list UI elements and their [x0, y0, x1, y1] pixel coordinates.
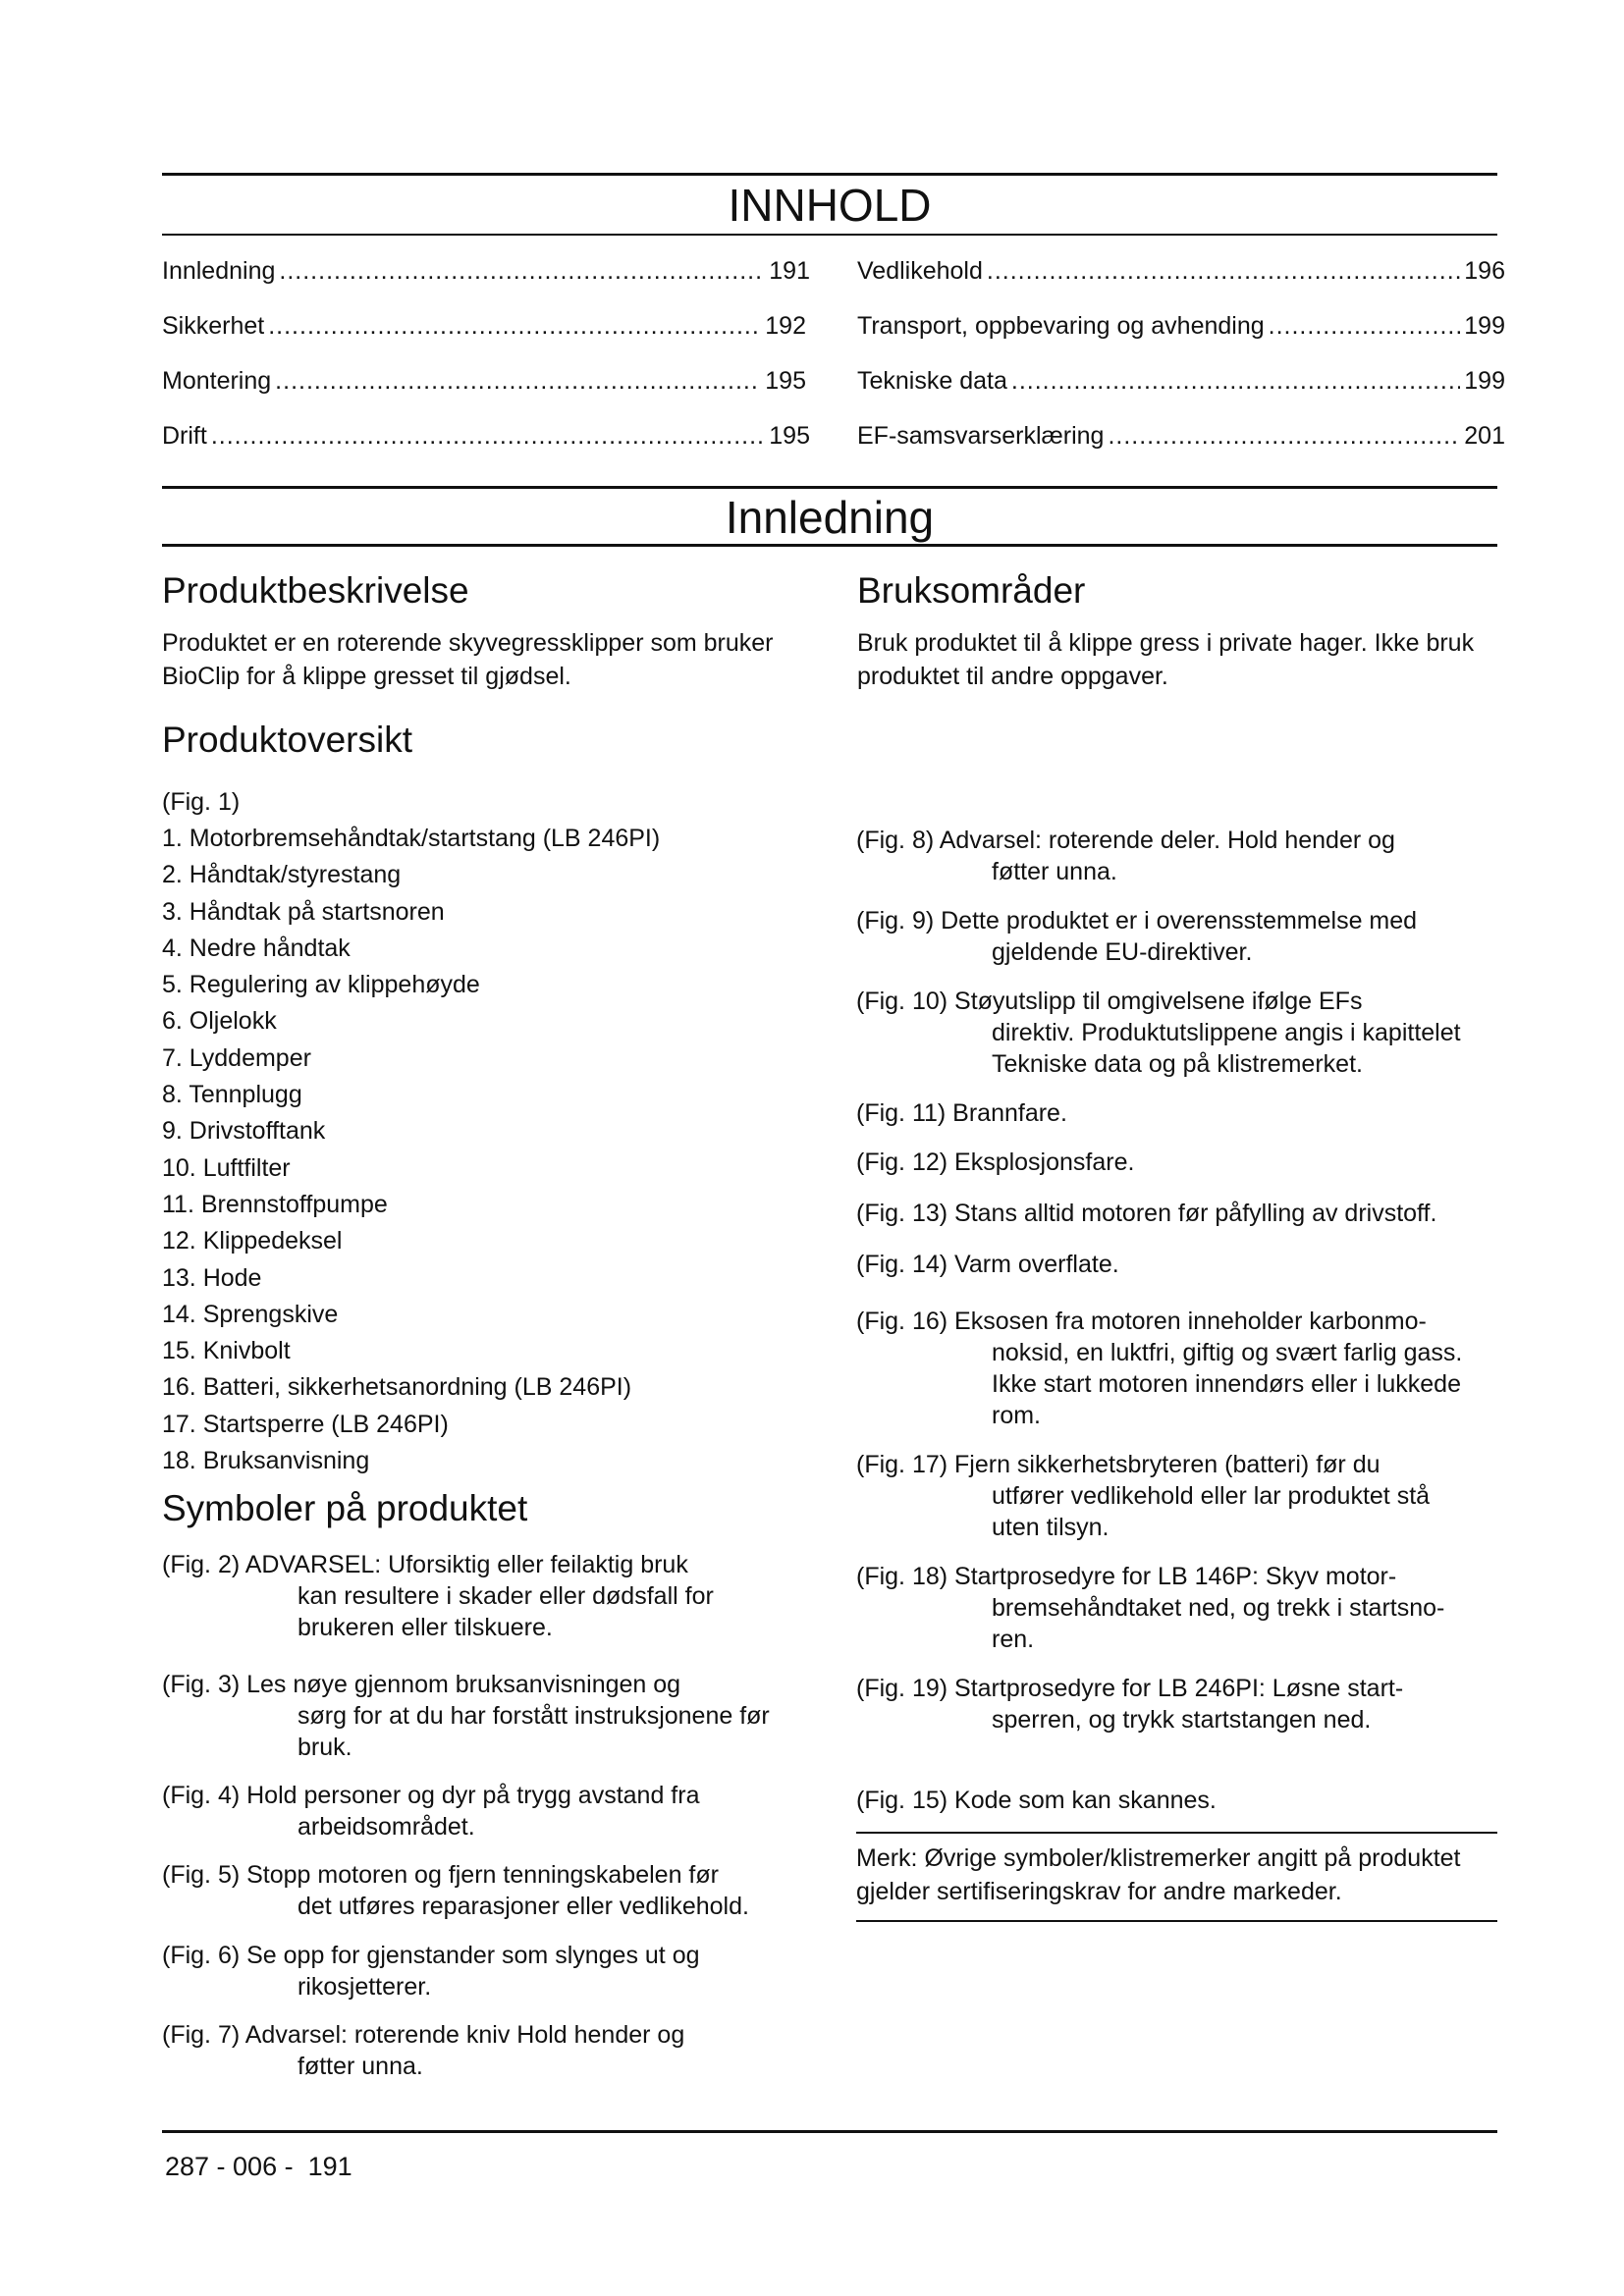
list-item: 13. Hode — [162, 1263, 262, 1292]
symbol-entry: (Fig. 8) Advarsel: roterende deler. Hold hender og føtter unna. — [856, 827, 1395, 885]
list-item: 9. Drivstofftank — [162, 1117, 326, 1146]
list-item: 7. Lyddemper — [162, 1043, 311, 1072]
produktbeskrivelse-heading: Produktbeskrivelse — [162, 570, 469, 611]
list-item: 4. Nedre håndtak — [162, 934, 351, 962]
footer-rule — [162, 2130, 1497, 2133]
symbol-entry: (Fig. 5) Stopp motoren og fjern tenningskabelen før det utføres reparasjoner eller vedlikehold. — [162, 1861, 749, 1920]
list-item: 8. Tennplugg — [162, 1081, 302, 1109]
toc-title: INNHOLD — [728, 180, 932, 231]
bruksomrader-heading: Bruksområder — [857, 570, 1086, 611]
symboler-heading: Symboler på produktet — [162, 1488, 528, 1528]
symbol-entry: (Fig. 15) Kode som kan skannes. — [856, 1787, 1217, 1814]
toc-entry[interactable]: Drift ..... 195 — [162, 420, 810, 452]
toc-entry[interactable]: Tekniske data ..... 199 — [857, 365, 1505, 397]
list-item: 2. Håndtak/styrestang — [162, 861, 402, 889]
toc-top-rule — [162, 173, 1497, 176]
symbol-entry: (Fig. 10) Støyutslipp til omgivelsene ifølge EFs direktiv. Produktutslippene angis i kapittelet Tekniske data og på klistremerket. — [856, 988, 1461, 1078]
list-item: 3. Håndtak på startsnoren — [162, 897, 445, 926]
note-top-rule — [856, 1832, 1497, 1834]
symbol-entry: (Fig. 13) Stans alltid motoren før påfylling av drivstoff. — [856, 1200, 1437, 1227]
produktoversikt-fig-ref: (Fig. 1) — [162, 788, 241, 816]
note-bottom-rule — [856, 1920, 1497, 1922]
symbol-entry: (Fig. 3) Les nøye gjennom bruksanvisningen og sørg for at du har forstått instruksjonene før bruk. — [162, 1671, 770, 1761]
list-item: 12. Klippedeksel — [162, 1227, 343, 1255]
bruksomrader-text: Bruk produktet til å klippe gress i private hager. Ikke bruk produktet til andre oppgaver. — [857, 629, 1475, 690]
list-item: 1. Motorbremsehåndtak/startstang (LB 246PI) — [162, 825, 661, 852]
list-item: 15. Knivbolt — [162, 1337, 291, 1365]
symbol-entry: (Fig. 16) Eksosen fra motoren inneholder karbonmo- noksid, en luktfri, giftig og svært farlig gass. Ikke start motoren innendørs eller i lukkede rom. — [856, 1308, 1463, 1429]
intro-title: Innledning — [725, 492, 935, 543]
toc-entry[interactable]: Innledning ..... 191 — [162, 255, 810, 287]
symbol-entry: (Fig. 12) Eksplosjonsfare. — [856, 1148, 1135, 1176]
list-item: 5. Regulering av klippehøyde — [162, 971, 480, 999]
list-item: 16. Batteri, sikkerhetsanordning (LB 246PI) — [162, 1373, 632, 1402]
symbol-entry: (Fig. 11) Brannfare. — [856, 1099, 1067, 1127]
page-number: 287 - 006 - 191 — [165, 2152, 352, 2181]
produktoversikt-heading: Produktoversikt — [162, 720, 412, 760]
list-item: 10. Luftfilter — [162, 1153, 291, 1182]
toc-entry[interactable]: Vedlikehold ..... 196 — [857, 255, 1505, 287]
toc-entry[interactable]: EF-samsvarserklæring ..... 201 — [857, 420, 1505, 452]
symbol-entry: (Fig. 9) Dette produktet er i overensstemmelse med gjeldende EU-direktiver. — [856, 907, 1418, 966]
toc-entry[interactable]: Sikkerhet ..... 192 — [162, 310, 806, 342]
symbol-entry: (Fig. 14) Varm overflate. — [856, 1251, 1119, 1278]
symbol-entry: (Fig. 6) Se opp for gjenstander som slynges ut og rikosjetterer. — [162, 1942, 700, 2001]
list-item: 17. Startsperre (LB 246PI) — [162, 1410, 449, 1438]
list-item: 6. Oljelokk — [162, 1007, 277, 1036]
note-text: Merk: Øvrige symboler/klistremerker angitt på produktet gjelder sertifiseringskrav for andre markeder. — [856, 1844, 1461, 1905]
symbol-entry: (Fig. 18) Startprosedyre for LB 146P: Skyv motor- bremsehåndtaket ned, og trekk i startsno- ren. — [856, 1563, 1445, 1653]
symbol-entry: (Fig. 17) Fjern sikkerhetsbryteren (batteri) før du utfører vedlikehold eller lar produktet stå uten tilsyn. — [856, 1451, 1431, 1541]
symbol-entry: (Fig. 2) ADVARSEL: Uforsiktig eller feilaktig bruk kan resultere i skader eller dødsfall for brukeren eller tilskuere. — [162, 1551, 714, 1641]
toc-title-rule — [162, 234, 1497, 236]
symbol-entry: (Fig. 7) Advarsel: roterende kniv Hold hender og føtter unna. — [162, 2021, 685, 2080]
produktoversikt-list — [162, 822, 660, 1480]
toc-entry[interactable]: Transport, oppbevaring og avhending ..... 199 — [857, 310, 1505, 342]
list-item: 11. Brennstoffpumpe — [162, 1190, 388, 1218]
intro-title-rule — [162, 544, 1497, 547]
produktbeskrivelse-text: Produktet er en roterende skyvegressklipper som bruker BioClip for å klippe gresset til gjødsel. — [162, 629, 774, 690]
list-item: 14. Sprengskive — [162, 1300, 339, 1328]
toc-entry[interactable]: Montering ..... 195 — [162, 365, 806, 397]
symbol-entry: (Fig. 4) Hold personer og dyr på trygg avstand fra arbeidsområdet. — [162, 1782, 700, 1841]
symbol-entry: (Fig. 19) Startprosedyre for LB 246PI: Løsne start- sperren, og trykk startstangen ned. — [856, 1675, 1404, 1734]
list-item: 18. Bruksanvisning — [162, 1447, 370, 1475]
